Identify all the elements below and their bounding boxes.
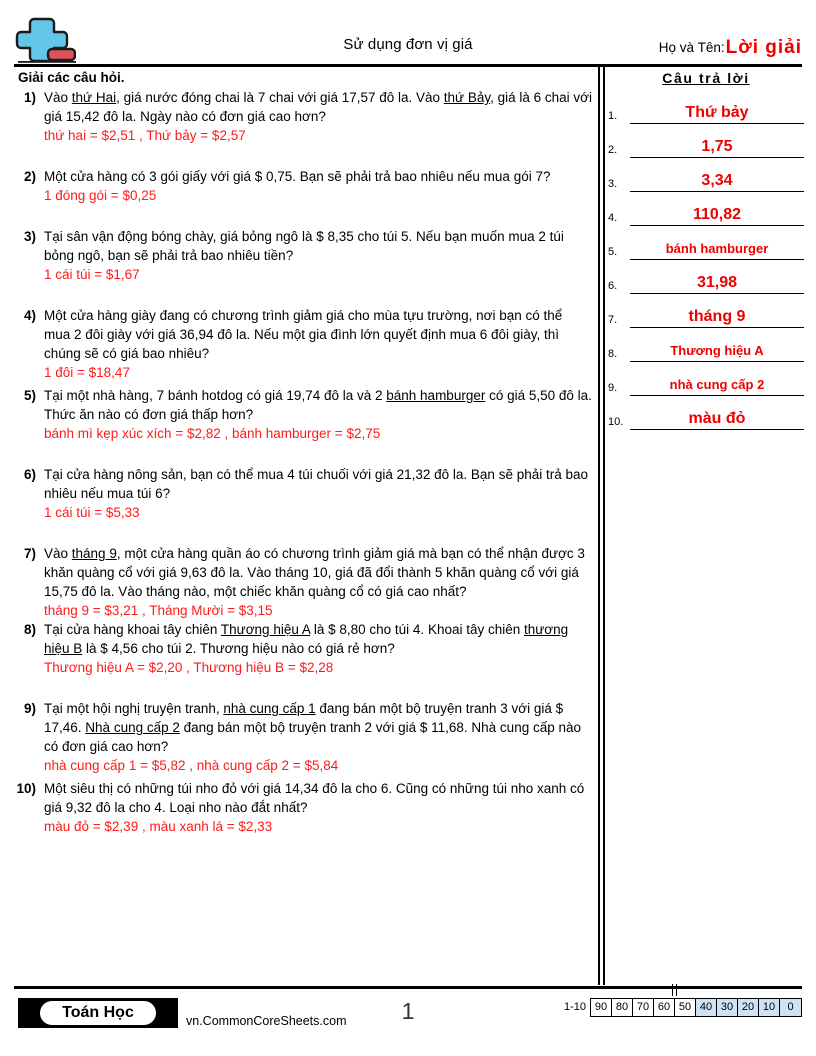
answer-key-value[interactable]: 110,82 xyxy=(630,206,804,226)
question-item xyxy=(14,88,592,145)
scale-cells xyxy=(590,998,802,1017)
answer-key-index: 2. xyxy=(608,144,618,156)
question-body xyxy=(44,306,592,382)
question-inline-answer: Thương hiệu A = $2,20 , Thương hiệu B = $2,28 xyxy=(44,660,334,675)
question-text: Vào thứ Hai, giá nước đóng chai là 7 chai với giá 17,57 đô la. Vào thứ Bảy, giá là 6 chai với giá 15,42 đô la. Ngày nào có đơn giá cao hơn? xyxy=(44,90,593,124)
answer-key-index: 4. xyxy=(608,212,618,224)
answer-key-value[interactable]: 1,75 xyxy=(630,138,804,158)
question-inline-answer: tháng 9 = $3,21 , Tháng Mười = $3,15 xyxy=(44,603,273,618)
answer-key-value[interactable]: bánh hamburger xyxy=(630,240,804,260)
scale-cell: 40 xyxy=(696,999,717,1016)
scale-cell: 10 xyxy=(759,999,780,1016)
answer-key-value[interactable]: 31,98 xyxy=(630,274,804,294)
brand-label: Toán Học xyxy=(40,1001,156,1025)
answer-key-value[interactable]: Thương hiệu A xyxy=(630,342,804,362)
answer-key-row xyxy=(608,90,804,124)
column-divider xyxy=(598,66,605,985)
answer-key-index: 7. xyxy=(608,314,618,326)
answer-key-index: 1. xyxy=(608,110,618,122)
question-item xyxy=(14,167,592,205)
answer-key-value[interactable]: tháng 9 xyxy=(630,308,804,328)
answer-key-value[interactable]: màu đỏ xyxy=(630,410,804,430)
answer-key-row xyxy=(608,396,804,430)
question-number: 1) xyxy=(23,90,36,105)
site-url: vn.CommonCoreSheets.com xyxy=(186,1014,347,1028)
question-body xyxy=(44,227,592,284)
question-item xyxy=(14,386,592,443)
question-number: 2) xyxy=(23,169,36,184)
question-number: 5) xyxy=(23,388,36,403)
scale-cell: 0 xyxy=(780,999,801,1016)
answer-key-index: 5. xyxy=(608,246,618,258)
scale-cell: 70 xyxy=(633,999,654,1016)
answer-key-row xyxy=(608,294,804,328)
question-text: Tại một nhà hàng, 7 bánh hotdog có giá 19,74 đô la và 2 bánh hamburger có giá 5,50 đô la. Thức ăn nào có đơn giá thấp hơn? xyxy=(44,388,592,422)
question-text: Tại sân vận động bóng chày, giá bỏng ngô là $ 8,35 cho túi 5. Nếu bạn muốn mua 2 túi bỏng ngô, bạn sẽ phải trả bao nhiêu tiền? xyxy=(44,229,564,263)
question-body xyxy=(44,465,592,522)
question-text: Một cửa hàng giày đang có chương trình giảm giá cho mùa tựu trường, nơi bạn có thể mua 2 đôi giày với giá 36,94 đô la. Nếu một gia đình lớn quyết định mua 6 đôi giày, thì chúng sẽ có giá bao nhiêu? xyxy=(44,308,563,361)
answer-key-index: 8. xyxy=(608,348,618,360)
answer-key-row xyxy=(608,260,804,294)
question-body xyxy=(44,779,592,836)
student-name-field xyxy=(659,36,802,58)
question-inline-answer: 1 đôi = $18,47 xyxy=(44,365,130,380)
question-text: Tại cửa hàng khoai tây chiên Thương hiệu A là $ 8,80 cho túi 4. Khoai tây chiên thương hiệu B là $ 4,56 cho túi 2. Thương hiệu nào có giá rẻ hơn? xyxy=(44,622,569,656)
name-label: Họ và Tên: xyxy=(658,40,725,55)
question-item xyxy=(14,620,592,677)
answer-key-value[interactable]: 3,34 xyxy=(630,172,804,192)
question-number: 4) xyxy=(23,308,36,323)
question-item xyxy=(14,544,592,620)
question-number: 10) xyxy=(16,781,36,796)
question-inline-answer: thứ hai = $2,51 , Thứ bảy = $2,57 xyxy=(44,128,246,143)
answer-key-list xyxy=(608,90,804,430)
page-number: 1 xyxy=(401,998,415,1024)
question-number: 9) xyxy=(23,701,36,716)
answer-key-row xyxy=(608,328,804,362)
question-item xyxy=(14,306,592,382)
question-number: 3) xyxy=(23,229,36,244)
question-body xyxy=(44,620,592,677)
question-body xyxy=(44,386,592,443)
scale-cell: 20 xyxy=(738,999,759,1016)
scale-range-label: 1-10 xyxy=(563,1001,586,1013)
name-value: Lời giải xyxy=(725,37,802,58)
question-body xyxy=(44,699,592,775)
question-inline-answer: bánh mì kẹp xúc xích = $2,82 , bánh hamburger = $2,75 xyxy=(44,426,381,441)
answer-key-index: 10. xyxy=(608,416,624,428)
page-title: Sử dụng đơn vị giá xyxy=(343,36,473,53)
answer-key-index: 9. xyxy=(608,382,618,394)
question-text: Tại một hội nghị truyện tranh, nhà cung cấp 1 đang bán một bộ truyện tranh 3 với giá $ 17,46. Nhà cung cấp 2 đang bán một bộ truyện tranh 2 với giá $ 11,68. Nhà cung cấp nào có đơn giá cao hơn? xyxy=(44,701,581,754)
answer-key-index: 6. xyxy=(608,280,618,292)
answer-key-panel xyxy=(608,70,804,430)
answer-key-row xyxy=(608,158,804,192)
answer-key-row xyxy=(608,124,804,158)
question-text: Vào tháng 9, một cửa hàng quần áo có chương trình giảm giá mà bạn có thể nhận được 3 khăn quàng cổ với giá 9,63 đô la. Vào tháng 10, giá đã đổi thành 5 khăn quàng cổ với giá 15,75 đô la. Vào tháng nào, một chiếc khăn quàng cổ có giá cao nhất? xyxy=(44,546,585,599)
answer-key-index: 3. xyxy=(608,178,618,190)
scale-cell: 30 xyxy=(717,999,738,1016)
question-inline-answer: màu đỏ = $2,39 , màu xanh lá = $2,33 xyxy=(44,819,273,834)
scale-cell: 60 xyxy=(654,999,675,1016)
question-number: 8) xyxy=(23,622,36,637)
question-body xyxy=(44,544,592,620)
answer-key-row xyxy=(608,192,804,226)
question-item xyxy=(14,465,592,522)
question-item xyxy=(14,227,592,284)
scale-cell: 80 xyxy=(612,999,633,1016)
instruction-text: Giải các câu hỏi. xyxy=(18,70,125,85)
grading-scale xyxy=(564,998,802,1017)
answer-key-title: Câu trả lời xyxy=(662,70,750,86)
answer-key-value[interactable]: nhà cung cấp 2 xyxy=(630,376,804,396)
question-inline-answer: 1 cái túi = $5,33 xyxy=(44,505,140,520)
question-inline-answer: 1 đóng gói = $0,25 xyxy=(44,188,157,203)
scale-cell: 90 xyxy=(591,999,612,1016)
question-body xyxy=(44,88,592,145)
question-text: Tại cửa hàng nông sản, bạn có thể mua 4 túi chuối với giá 21,32 đô la. Bạn sẽ phải trả bao nhiêu nếu mua túi 6? xyxy=(44,467,589,501)
question-text: Một cửa hàng có 3 gói giấy với giá $ 0,75. Bạn sẽ phải trả bao nhiêu nếu mua gói 7? xyxy=(44,169,551,184)
question-inline-answer: nhà cung cấp 1 = $5,82 , nhà cung cấp 2 = $5,84 xyxy=(44,758,339,773)
scale-cell: 50 xyxy=(675,999,696,1016)
questions-list xyxy=(14,88,592,836)
question-text: Một siêu thị có những túi nho đỏ với giá 14,34 đô la cho 6. Cũng có những túi nho xanh có giá 9,32 đô la cho 4. Loại nho nào đắt nhất? xyxy=(44,781,585,815)
header-divider-rule xyxy=(14,64,802,67)
answer-key-row xyxy=(608,362,804,396)
answer-key-value[interactable]: Thứ bảy xyxy=(630,104,804,124)
footer-divider-rule xyxy=(14,986,802,989)
page-header xyxy=(14,14,802,66)
question-inline-answer: 1 cái túi = $1,67 xyxy=(44,267,140,282)
answer-key-row xyxy=(608,226,804,260)
question-number: 7) xyxy=(23,546,36,561)
question-item xyxy=(14,779,592,836)
page-footer xyxy=(14,996,802,1040)
question-body xyxy=(44,167,592,205)
question-number: 6) xyxy=(23,467,36,482)
question-item xyxy=(14,699,592,775)
